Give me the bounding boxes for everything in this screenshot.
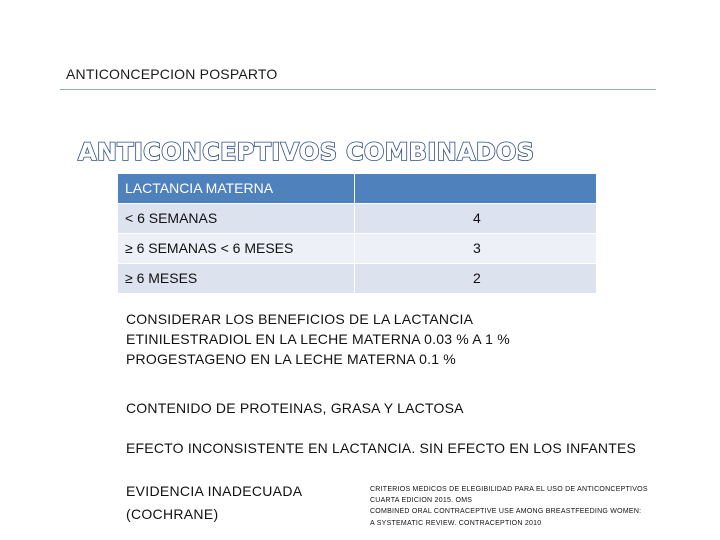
reference-line: A SYSTEMATIC REVIEW. CONTRACEPTION 2010 xyxy=(370,519,542,527)
evidence-note xyxy=(126,480,302,526)
table-cell-category: 3 xyxy=(355,234,596,263)
table-row xyxy=(118,234,596,263)
references xyxy=(370,484,648,529)
note-line: CONTENIDO DE PROTEINAS, GRASA Y LACTOSA xyxy=(126,400,464,416)
table-cell-category: 2 xyxy=(355,264,596,293)
note-line: CONSIDERAR LOS BENEFICIOS DE LA LACTANCIA xyxy=(126,311,474,327)
table-cell-period: ≥ 6 MESES xyxy=(118,264,354,293)
table-header-cell xyxy=(355,174,596,203)
reference-line: CRITERIOS MEDICOS DE ELEGIBILIDAD PARA EL USO DE ANTICONCEPTIVOS xyxy=(370,486,648,493)
table-cell-period: < 6 SEMANAS xyxy=(118,204,354,233)
table-header-cell: LACTANCIA MATERNA xyxy=(118,174,354,203)
table-cell-category: 4 xyxy=(355,204,596,233)
notes-block xyxy=(126,309,636,458)
table-header-row xyxy=(118,174,596,203)
evidence-line: EVIDENCIA INADECUADA xyxy=(126,483,303,499)
note-line: PROGESTAGENO EN LA LECHE MATERNA 0.1 % xyxy=(126,351,456,367)
note-line: EFECTO INCONSISTENTE EN LACTANCIA. SIN EFECTO EN LOS INFANTES xyxy=(126,440,637,456)
reference-line: COMBINED ORAL CONTRACEPTIVE USE AMONG BREASTFEEDING WOMEN: xyxy=(370,508,642,516)
table-cell-period: ≥ 6 SEMANAS < 6 MESES xyxy=(118,234,354,263)
table-row xyxy=(118,264,596,293)
header-divider xyxy=(60,89,656,90)
contraception-table xyxy=(118,174,596,293)
header-title: ANTICONCEPCION POSPARTO xyxy=(66,66,278,82)
table-row xyxy=(118,204,596,233)
note-line: ETINILESTRADIOL EN LA LECHE MATERNA 0.03 % A 1 % xyxy=(126,331,510,347)
evidence-line: (COCHRANE) xyxy=(126,506,219,522)
page-heading: ANTICONCEPTIVOS COMBINADOS xyxy=(78,138,535,166)
reference-line: CUARTA EDICION 2015. OMS xyxy=(370,497,473,505)
